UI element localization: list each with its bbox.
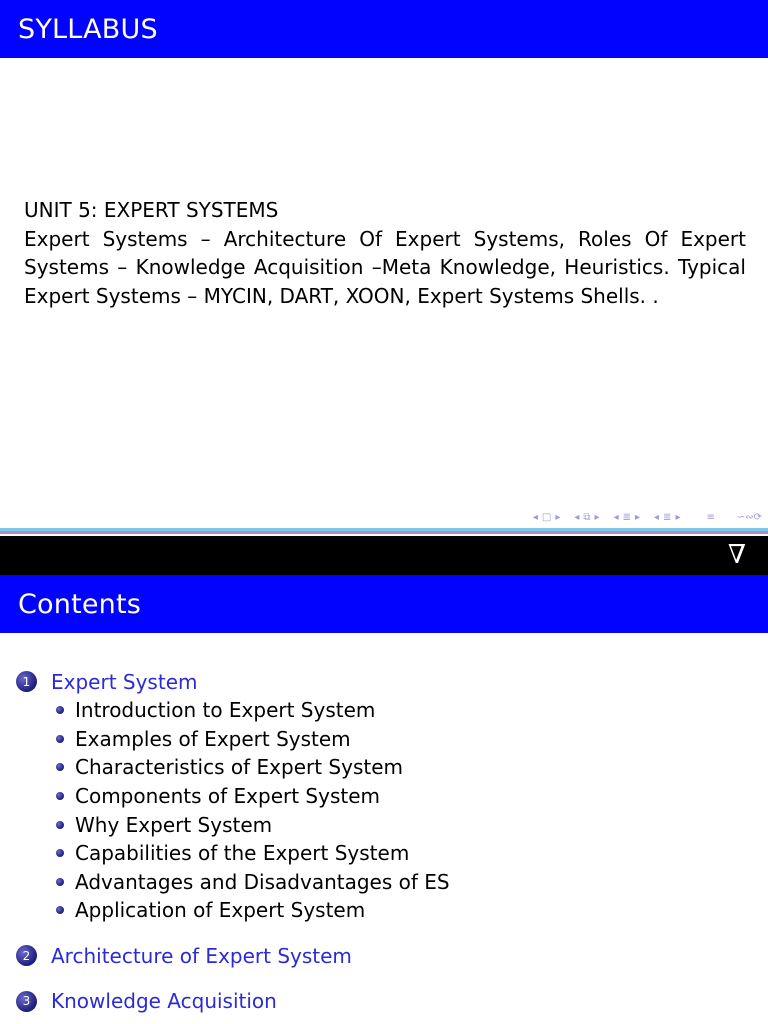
nav-align-icon[interactable]: ≡: [706, 511, 715, 523]
toc-subsection[interactable]: [16, 810, 756, 839]
subsection-title[interactable]: Why Expert System: [75, 812, 273, 837]
toc-subsection[interactable]: [16, 782, 756, 811]
nav-prev-subsubsection-icon[interactable]: ◂: [654, 511, 660, 523]
nav-section-icon[interactable]: ⧉: [583, 511, 591, 523]
bullet-icon: [56, 735, 64, 743]
section-number-badge: 1: [16, 671, 37, 692]
syllabus-content: [24, 196, 746, 311]
nav-next-subsubsection-icon[interactable]: ▸: [675, 511, 681, 523]
section-title[interactable]: Knowledge Acquisition: [51, 989, 277, 1014]
subsection-title[interactable]: Capabilities of the Expert System: [75, 841, 410, 866]
bullet-icon: [56, 706, 64, 714]
slide-title: SYLLABUS: [18, 14, 158, 45]
bullet-icon: [56, 821, 64, 829]
separator-purple: [0, 531, 768, 534]
nav-subsubsection-icon[interactable]: ≣: [663, 511, 672, 523]
section-title[interactable]: Architecture of Expert System: [51, 943, 352, 968]
bullet-icon: [56, 849, 64, 857]
toc-section-1[interactable]: [16, 667, 756, 696]
bullet-icon: [56, 906, 64, 914]
beamer-navigation-bar: [533, 508, 762, 526]
toc-section-3[interactable]: [16, 987, 756, 1016]
toc-subsection[interactable]: [16, 696, 756, 725]
slide-title: Contents: [18, 589, 142, 620]
nav-frame-icon[interactable]: □: [541, 511, 552, 523]
nav-prev-subsection-icon[interactable]: ◂: [613, 511, 619, 523]
nav-prev-section-icon[interactable]: ◂: [574, 511, 580, 523]
toc-subsection[interactable]: [16, 753, 756, 782]
subsection-title[interactable]: Components of Expert System: [75, 784, 380, 809]
subsection-title[interactable]: Examples of Expert System: [75, 726, 351, 751]
subsection-title[interactable]: Introduction to Expert System: [75, 698, 376, 723]
nav-search-zoom-icon[interactable]: ∽∾⟳: [736, 511, 762, 523]
toc-subsection[interactable]: [16, 868, 756, 897]
subsection-title[interactable]: Application of Expert System: [75, 898, 366, 923]
nabla-icon: ∇: [727, 540, 746, 570]
toc-subsection[interactable]: [16, 896, 756, 925]
section-title[interactable]: Expert System: [51, 669, 198, 694]
nav-next-subsection-icon[interactable]: ▸: [634, 511, 641, 523]
contents-slide: [0, 575, 768, 1024]
toc-section-2[interactable]: [16, 941, 756, 970]
subsection-title[interactable]: Advantages and Disadvantages of ES: [75, 869, 450, 894]
toc-subsection[interactable]: [16, 839, 756, 868]
slide-title-bar: [0, 0, 768, 58]
subsection-title[interactable]: Characteristics of Expert System: [75, 755, 403, 780]
nav-subsection-icon[interactable]: ≣: [622, 511, 631, 523]
bullet-icon: [56, 763, 64, 771]
nav-next-section-icon[interactable]: ▸: [594, 511, 600, 523]
bullet-icon: [56, 792, 64, 800]
viewer-divider-bar: [0, 536, 768, 575]
toc-subsection[interactable]: [16, 725, 756, 754]
slide-title-bar: [0, 575, 768, 633]
unit-description: Expert Systems – Architecture Of Expert Systems, Roles Of Expert Systems – Knowledge Acquisition –Meta Knowledge, Heuristics. Typical Expert Systems – MYCIN, DART, XOON, Expert Systems Shells. .: [24, 226, 746, 309]
section-number-badge: 2: [16, 945, 37, 966]
table-of-contents: [16, 667, 756, 1016]
nav-next-frame-icon[interactable]: ▸: [555, 511, 561, 523]
bullet-icon: [56, 878, 64, 886]
section-number-badge: 3: [16, 991, 37, 1012]
unit-heading: UNIT 5: EXPERT SYSTEMS: [24, 198, 279, 222]
nav-prev-frame-icon[interactable]: ◂: [532, 511, 538, 523]
